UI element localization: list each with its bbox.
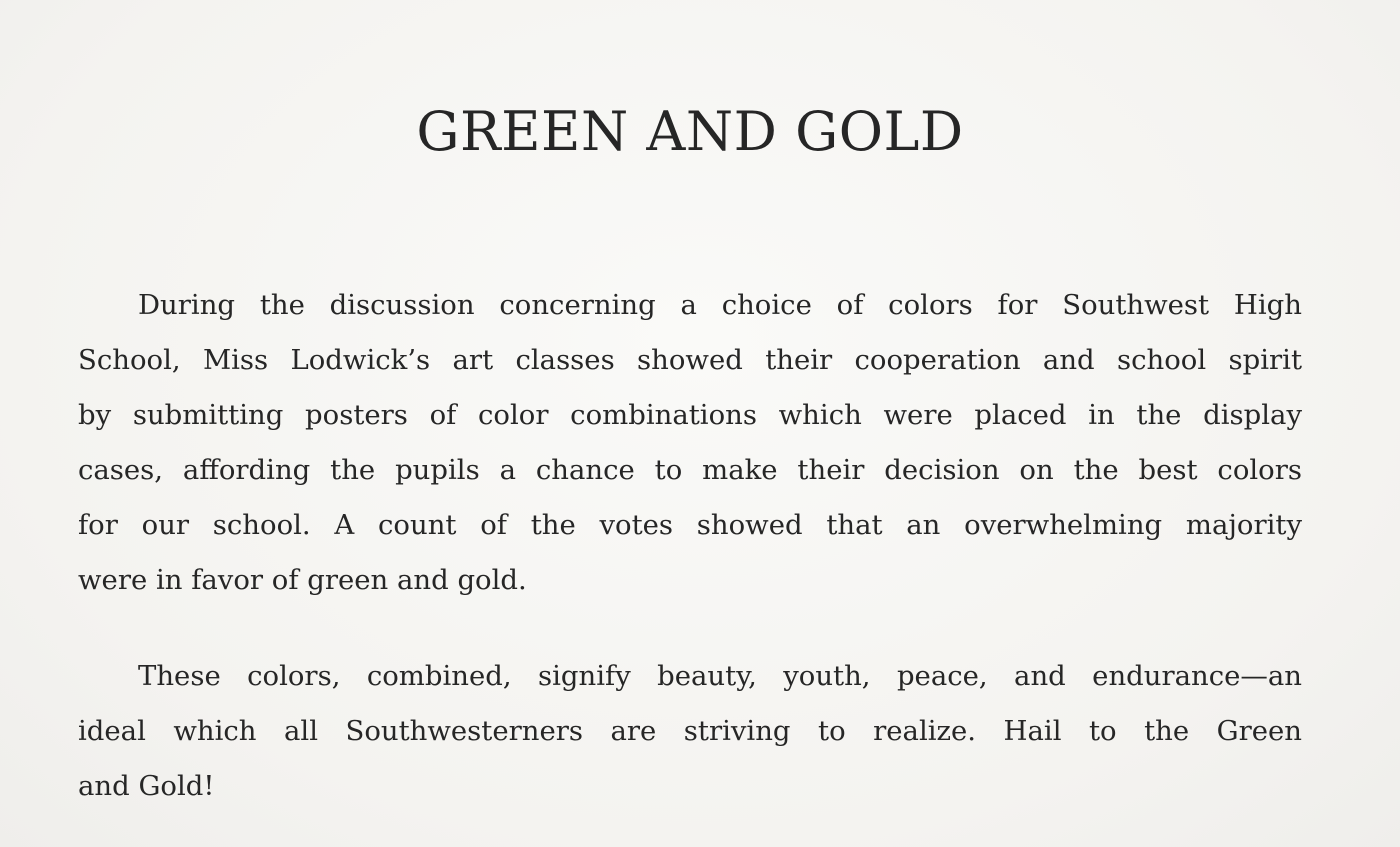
paragraph-line: During the discussion concerning a choice of colors for Southwest High xyxy=(138,289,1302,321)
paragraph-colors-meaning xyxy=(78,649,1302,814)
paragraph-line: by submitting posters of color combinations which were placed in the display xyxy=(78,399,1302,431)
paragraph-line: ideal which all Southwesterners are striving to realize. Hail to the Green xyxy=(78,715,1302,747)
paragraph-line: for our school. A count of the votes showed that an overwhelming majority xyxy=(78,509,1302,541)
paragraph-line: were in favor of green and gold. xyxy=(78,564,527,596)
paragraph-line: cases, affording the pupils a chance to make their decision on the best colors xyxy=(78,454,1302,486)
paragraph-colors-choice xyxy=(78,278,1302,608)
paragraph-line: and Gold! xyxy=(78,770,215,802)
paragraph-line: School, Miss Lodwick’s art classes showed their cooperation and school spirit xyxy=(78,344,1302,376)
paragraph-line: These colors, combined, signify beauty, youth, peace, and endurance—an xyxy=(138,660,1302,692)
page-title: GREEN AND GOLD xyxy=(416,100,964,163)
